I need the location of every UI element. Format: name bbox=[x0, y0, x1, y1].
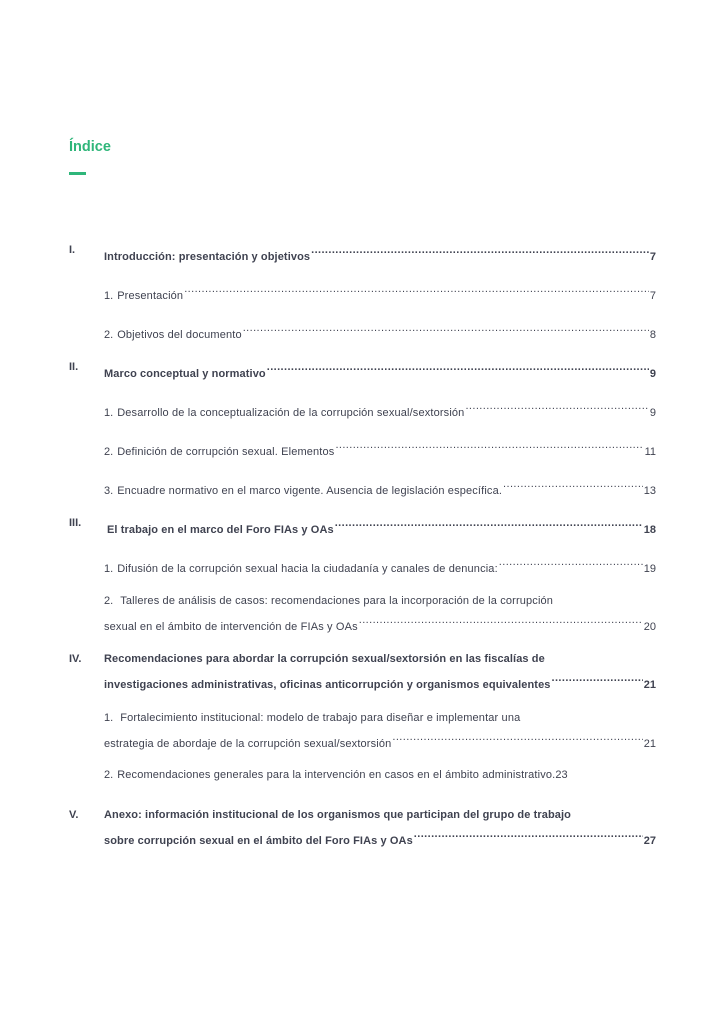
toc-page-number: 9 bbox=[649, 407, 656, 419]
toc-entry-title: Marco conceptual y normativo bbox=[104, 368, 266, 380]
toc-page-number: 23 bbox=[555, 769, 568, 781]
toc-numeral: I. bbox=[69, 244, 76, 256]
toc-entry-title: El trabajo en el marco del Foro FIAs y OAs bbox=[107, 524, 334, 536]
dot-leader bbox=[335, 514, 643, 533]
toc-subentry-title-line2: estrategia de abordaje de la corrupción sexual/sextorsión bbox=[104, 738, 392, 750]
dot-leader bbox=[359, 611, 643, 630]
toc-page-number: 19 bbox=[643, 563, 656, 575]
dot-leader bbox=[267, 358, 649, 377]
toc-sub-number: 3. bbox=[104, 485, 114, 497]
toc-subentry-title: Presentación bbox=[117, 290, 184, 302]
toc-sub-number: 1. bbox=[104, 290, 114, 302]
dot-leader bbox=[503, 475, 643, 494]
dot-leader bbox=[392, 728, 642, 747]
toc-subentry-title-line2: sexual en el ámbito de intervención de FIAs y OAs bbox=[104, 621, 358, 633]
toc-page-number: 27 bbox=[643, 835, 656, 847]
toc-subentry-title: Difusión de la corrupción sexual hacia la ciudadanía y canales de denuncia: bbox=[117, 563, 498, 575]
toc-subentry-title-line1: Fortalecimiento institucional: modelo de trabajo para diseñar e implementar una bbox=[120, 712, 521, 724]
toc-title: Índice bbox=[69, 139, 111, 155]
toc-entry-title-line1: Recomendaciones para abordar la corrupción sexual/sextorsión en las fiscalías de bbox=[104, 653, 545, 665]
toc-page-number: 9 bbox=[649, 368, 656, 380]
dot-leader bbox=[184, 280, 649, 299]
toc-subentry-title: Desarrollo de la conceptualización de la corrupción sexual/sextorsión bbox=[117, 407, 465, 419]
toc-sub-number: 2. bbox=[104, 446, 114, 458]
dot-leader bbox=[335, 436, 643, 455]
toc-page-number: 7 bbox=[649, 251, 656, 263]
toc-page-number: 18 bbox=[643, 524, 656, 536]
toc-page-number: 8 bbox=[649, 329, 656, 341]
toc-page-number: 13 bbox=[643, 485, 656, 497]
toc-subentry-title: Encuadre normativo en el marco vigente. Ausencia de legislación específica. bbox=[117, 485, 503, 497]
dot-leader bbox=[552, 669, 643, 688]
toc-numeral: II. bbox=[69, 361, 79, 373]
toc-sub-number: 1. bbox=[104, 563, 114, 575]
toc-entry-title: Introducción: presentación y objetivos bbox=[104, 251, 311, 263]
toc-page-number: 20 bbox=[643, 621, 656, 633]
title-underline bbox=[69, 172, 86, 175]
toc-entry-title-line2: investigaciones administrativas, oficinas anticorrupción y organismos equivalentes bbox=[104, 679, 551, 691]
toc-numeral: III. bbox=[69, 517, 82, 529]
toc-page-number: 7 bbox=[649, 290, 656, 302]
toc-numeral: IV. bbox=[69, 653, 82, 665]
toc-page-number: 11 bbox=[644, 446, 656, 458]
toc-sub-number: 1. bbox=[104, 712, 114, 724]
toc-subentry-title: Definición de corrupción sexual. Elementos bbox=[117, 446, 335, 458]
toc-numeral: V. bbox=[69, 809, 79, 821]
toc-sub-number: 2. bbox=[104, 595, 114, 607]
toc-subentry-title-line1: Talleres de análisis de casos: recomendaciones para la incorporación de la corrupción bbox=[120, 595, 554, 607]
toc-sub-number: 1. bbox=[104, 407, 114, 419]
dot-leader bbox=[414, 825, 643, 844]
toc-entry-title-line2: sobre corrupción sexual en el ámbito del Foro FIAs y OAs bbox=[104, 835, 413, 847]
toc-entry-title-line1: Anexo: información institucional de los organismos que participan del grupo de trabajo bbox=[104, 809, 571, 821]
toc-subentry-title: Objetivos del documento bbox=[117, 329, 242, 341]
dot-leader bbox=[465, 397, 648, 416]
dot-leader bbox=[311, 241, 649, 260]
toc-sub-number: 2. bbox=[104, 769, 114, 781]
toc-page-number: 21 bbox=[643, 679, 656, 691]
dot-leader bbox=[499, 553, 643, 572]
dot-leader bbox=[243, 319, 649, 338]
toc-page-number: 21 bbox=[643, 738, 656, 750]
toc-sub-number: 2. bbox=[104, 329, 114, 341]
toc-subentry-title: Recomendaciones generales para la intervención en casos en el ámbito administrativo. bbox=[117, 769, 556, 781]
